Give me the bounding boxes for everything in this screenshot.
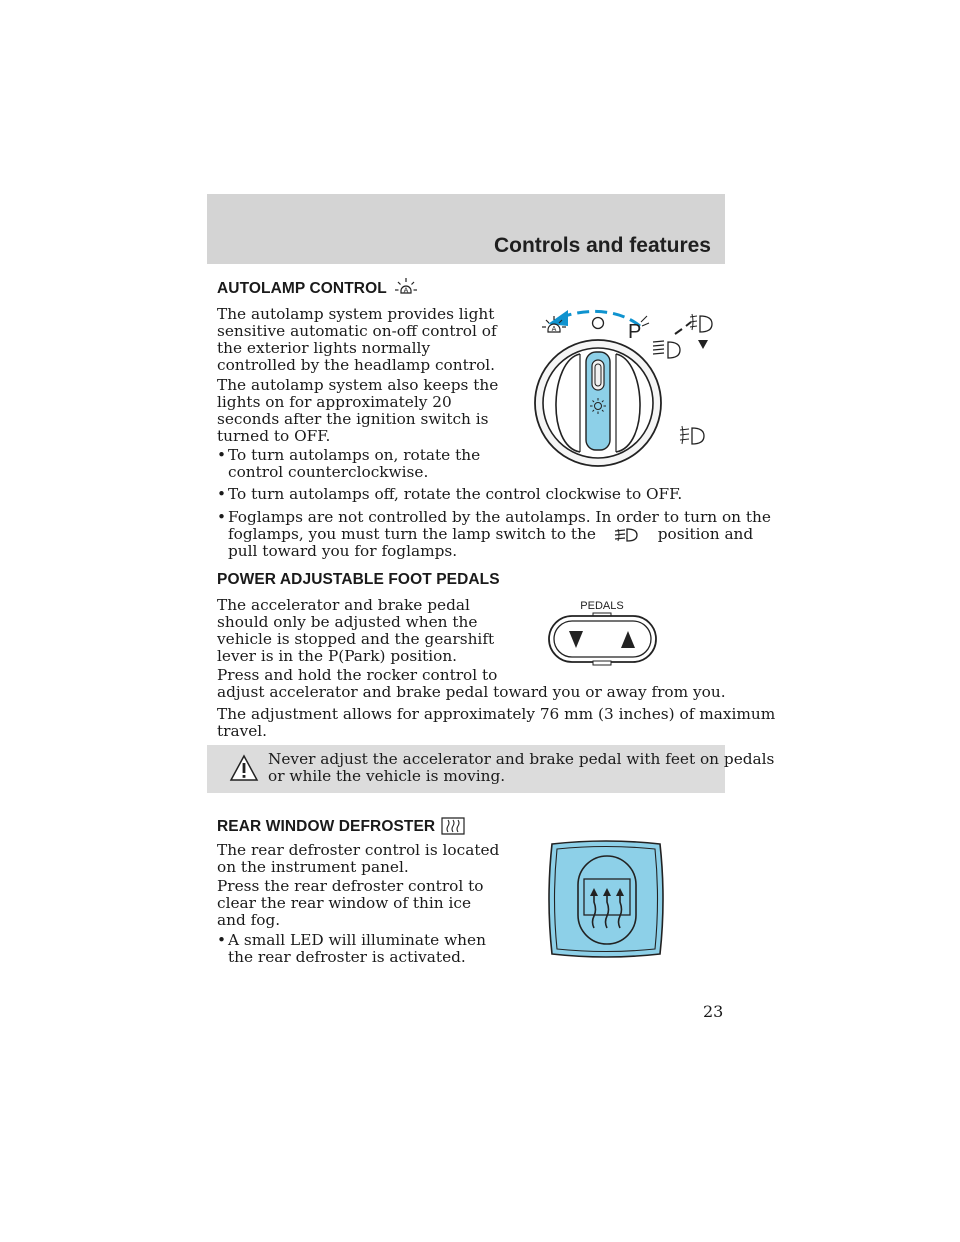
fog-position-icon (690, 314, 712, 332)
svg-text:A: A (551, 326, 557, 333)
defroster-button-illustration (546, 838, 666, 960)
chapter-title: Controls and features (493, 234, 711, 257)
foglamp-dial-icon (680, 426, 704, 444)
pull-triangle-icon (698, 340, 708, 349)
autolamp-para1: The autolamp system provides light sensitive automatic on-off control of the exterior lights normally controlled by the headlamp control. (217, 305, 497, 374)
autolamp-icon (395, 276, 417, 300)
defroster-para1: The rear defroster control is located on the instrument panel. (217, 841, 500, 876)
pedals-switch-illustration (545, 596, 660, 668)
headlamp-dial-illustration (510, 296, 725, 481)
chapter-header-band (207, 194, 725, 264)
autolamp-para2: The autolamp system also keeps the lights on for approximately 20 seconds after the ignition switch is turned to OFF. (217, 376, 499, 445)
pedals-para2: Press and hold the rocker control to adjust accelerator and brake pedal toward you or away from you. (217, 666, 726, 701)
svg-text:A: A (403, 287, 409, 295)
warning-text: Never adjust the accelerator and brake pedal with feet on pedals or while the vehicle is moving. (268, 750, 775, 785)
page-number: 23 (703, 1002, 724, 1021)
parking-lamp-label: P (628, 321, 642, 343)
pedals-para1: The accelerator and brake pedal should only be adjusted when the vehicle is stopped and the gearshift lever is in the P(Park) position. (217, 596, 495, 665)
foglamp-icon (613, 527, 639, 543)
headlamp-position-icon (653, 341, 680, 358)
autolamp-heading: AUTOLAMP CONTROL (217, 280, 387, 297)
rear-defroster-icon (440, 814, 466, 836)
warning-triangle-icon (229, 754, 259, 782)
defroster-para2: Press the rear defroster control to clear the rear window of thin ice and fog. (217, 877, 484, 929)
pedals-para3: The adjustment allows for approximately 76 mm (3 inches) of maximum travel. (217, 705, 776, 740)
off-position-icon (593, 318, 604, 329)
defroster-heading: REAR WINDOW DEFROSTER (217, 818, 436, 835)
pedals-heading: POWER ADJUSTABLE FOOT PEDALS (217, 571, 500, 588)
pedals-switch-label: PEDALS (580, 600, 624, 612)
warning-box (207, 745, 775, 793)
